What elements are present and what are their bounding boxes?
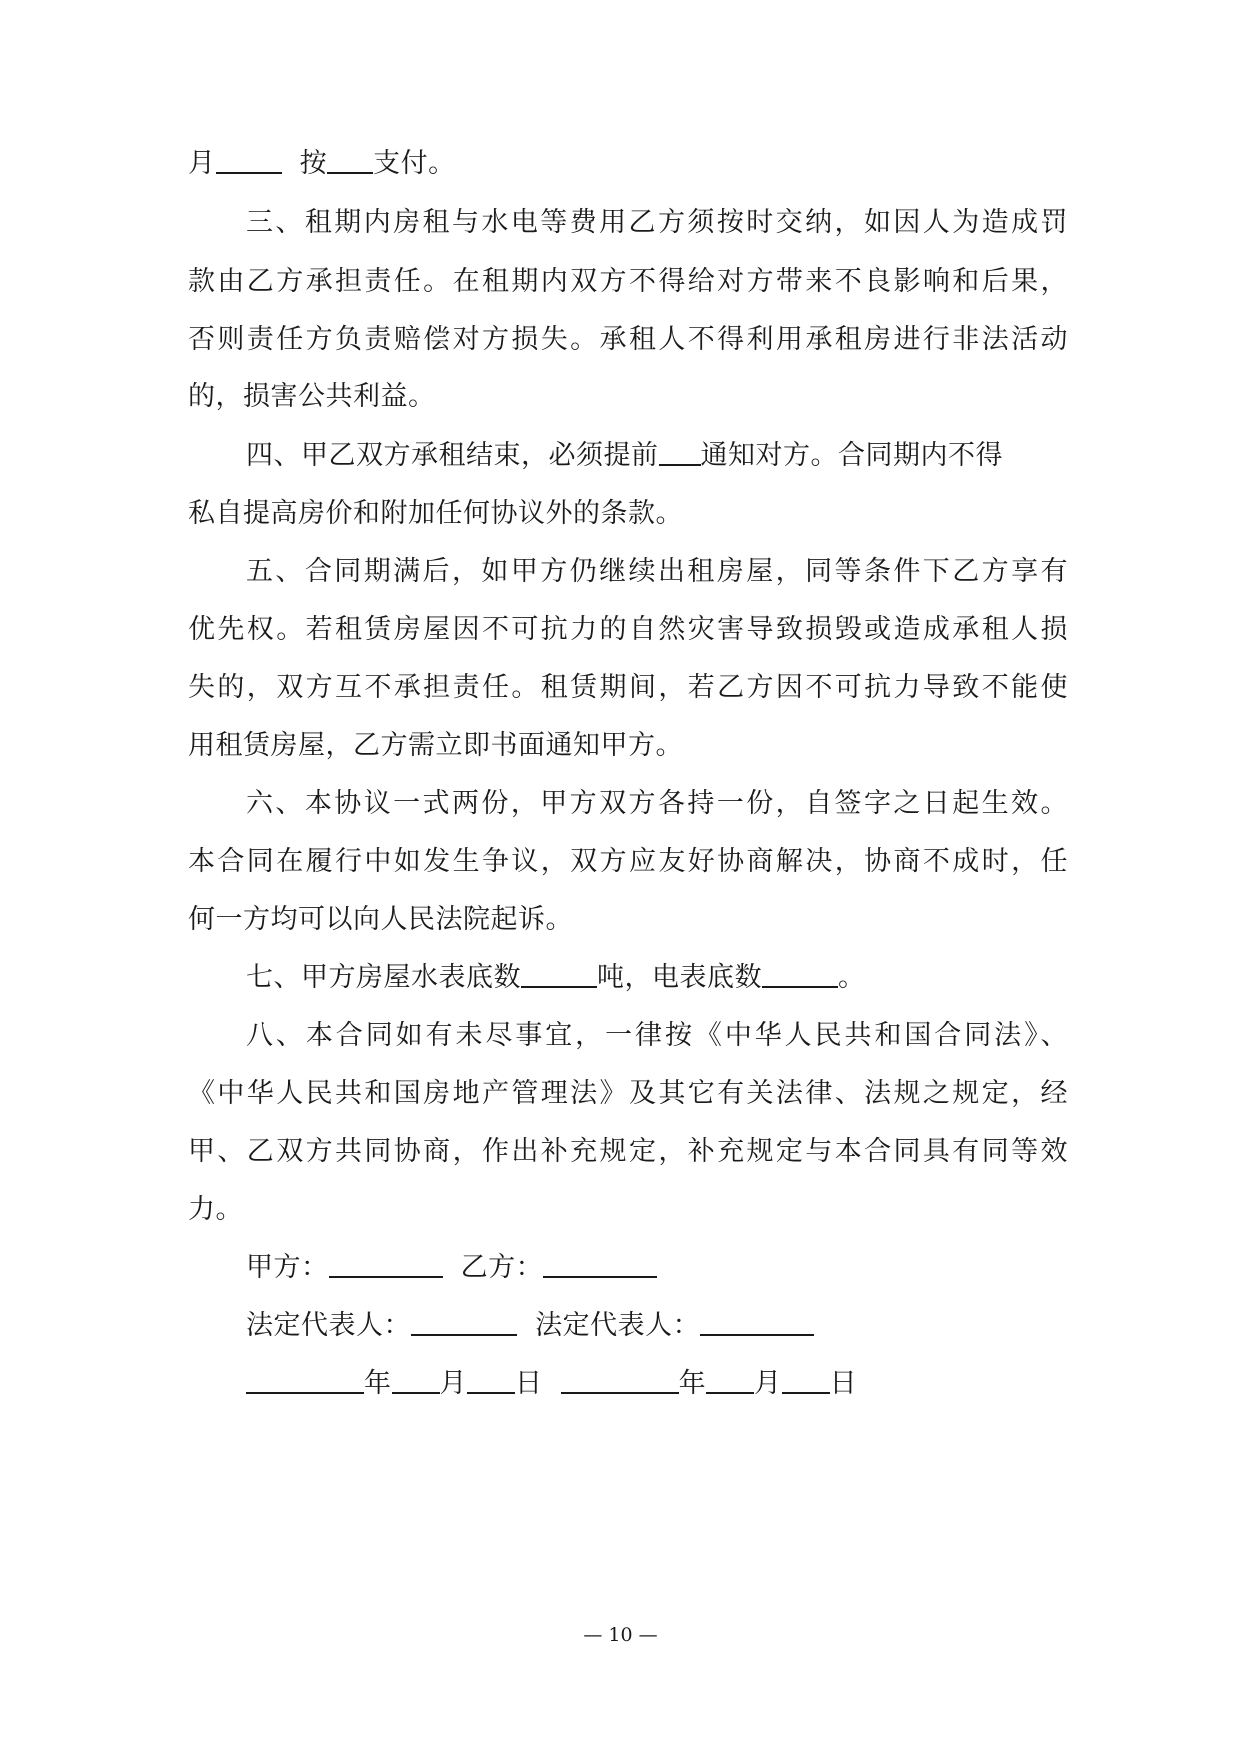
clause-6-line-3: 何一方均可以向人民法院起诉。 xyxy=(188,904,573,935)
clause-4-line-2: 私自提高房价和附加任何协议外的条款。 xyxy=(188,498,683,529)
water-meter-blank xyxy=(521,960,597,988)
rep-a-blank xyxy=(411,1308,517,1336)
blank-field xyxy=(216,146,282,174)
text-line: 月 按 支付。 xyxy=(188,148,456,179)
rep-b-blank xyxy=(700,1308,814,1336)
day-blank xyxy=(467,1366,515,1394)
clause-7-line-1: 七、甲方房屋水表底数 吨，电表底数 。 xyxy=(246,962,866,993)
clause-8-line-4: 力。 xyxy=(188,1194,243,1225)
clause-5-line-4: 用租赁房屋，乙方需立即书面通知甲方。 xyxy=(188,730,683,761)
clause-6-line-1: 六、本协议一式两份，甲方双方各持一份，自签字之日起生效。 xyxy=(246,788,1068,819)
blank-field xyxy=(327,146,373,174)
clause-8-line-1: 八、本合同如有未尽事宜，一律按《中华人民共和国合同法》、 xyxy=(246,1020,1068,1051)
month-blank xyxy=(392,1366,440,1394)
party-b-label: 乙方： xyxy=(460,1252,544,1283)
rep-a-label: 法定代表人： xyxy=(246,1310,411,1341)
clause-3-line-2: 款由乙方承担责任。在租期内双方不得给对方带来不良影响和后果， xyxy=(188,266,1068,297)
rep-b-label: 法定代表人： xyxy=(535,1310,701,1341)
clause-3-line-1: 三、租期内房租与水电等费用乙方须按时交纳，如因人为造成罚 xyxy=(246,207,1068,238)
clause-8-line-3: 甲、乙双方共同协商，作出补充规定，补充规定与本合同具有同等效 xyxy=(188,1136,1068,1167)
page-number: — 10 — xyxy=(583,1624,658,1646)
notice-period-blank xyxy=(659,438,701,466)
electric-meter-blank xyxy=(762,960,838,988)
clause-8-line-2: 《中华人民共和国房地产管理法》及其它有关法律、法规之规定，经 xyxy=(188,1078,1068,1109)
party-a-blank xyxy=(329,1250,443,1278)
year-blank xyxy=(246,1366,364,1394)
clause-4-line-1: 四、甲乙双方承租结束，必须提前 通知对方。合同期内不得 xyxy=(246,440,1003,471)
clause-5-line-3: 失的，双方互不承担责任。租赁期间，若乙方因不可抗力导致不能使 xyxy=(188,672,1068,703)
year-blank xyxy=(561,1366,679,1394)
signature-date-line: 年 月 日 年 月 日 xyxy=(246,1364,1068,1404)
month-blank xyxy=(706,1366,754,1394)
clause-3-line-3: 否则责任方负责赔偿对方损失。承租人不得利用承租房进行非法活动 xyxy=(188,324,1068,355)
day-blank xyxy=(782,1366,830,1394)
signature-rep-line xyxy=(246,1306,1068,1346)
clause-6-line-2: 本合同在履行中如发生争议，双方应友好协商解决，协商不成时，任 xyxy=(188,846,1068,877)
signature-party-line xyxy=(246,1248,1068,1288)
party-b-blank xyxy=(543,1250,657,1278)
clause-3-line-4: 的，损害公共利益。 xyxy=(188,381,436,412)
party-a-label: 甲方： xyxy=(246,1252,329,1283)
clause-5-line-2: 优先权。若租赁房屋因不可抗力的自然灾害导致损毁或造成承租人损 xyxy=(188,614,1068,645)
clause-5-line-1: 五、合同期满后，如甲方仍继续出租房屋，同等条件下乙方享有 xyxy=(246,556,1068,587)
